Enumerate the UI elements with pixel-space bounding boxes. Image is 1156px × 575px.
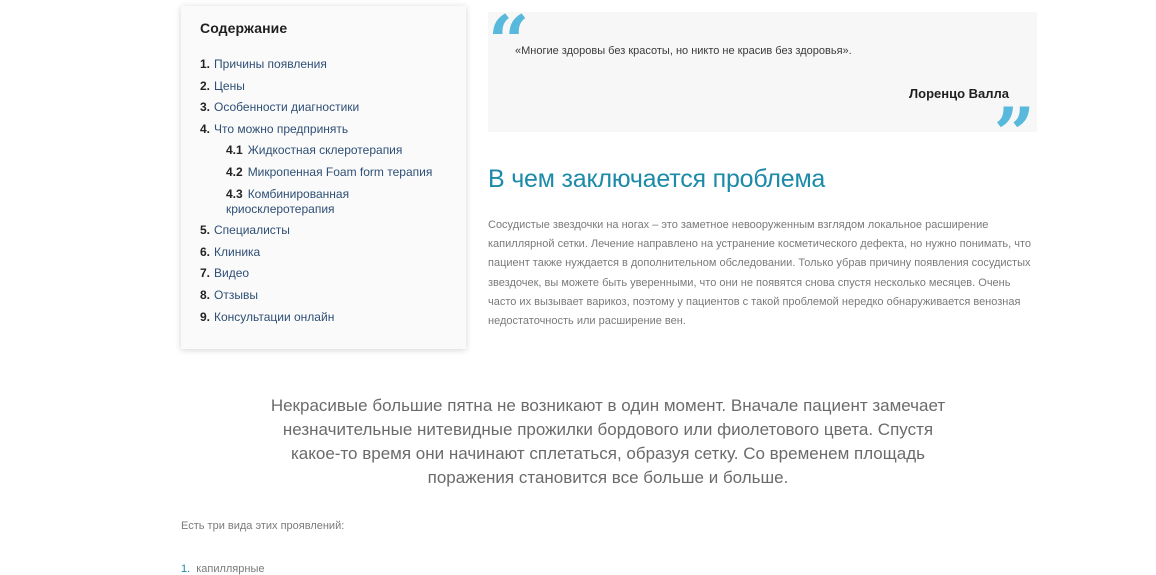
toc-item-number: 9. bbox=[200, 309, 211, 324]
toc-title: Содержание bbox=[200, 20, 288, 36]
toc-item-clinic bbox=[200, 245, 448, 260]
lead-paragraph: Некрасивые большие пятна не возникают в один момент. Вначале пациент замечает незначительные нитевидные прожилки бордового или фиолетового цвета. Спустя какое-то время они начинают сплетаться, образуя сетку. Со временем площадь поражения становится все больше и больше. bbox=[270, 396, 946, 487]
list-item bbox=[181, 563, 264, 575]
toc-link-causes[interactable]: Причины появления bbox=[214, 57, 327, 71]
toc-item-number: 8. bbox=[200, 287, 211, 302]
toc-link-foam-therapy[interactable]: Микропенная Foam form терапия bbox=[247, 164, 433, 179]
toc-item-foam-therapy bbox=[200, 165, 448, 180]
toc-item-specialists bbox=[200, 223, 448, 238]
list-intro: Есть три вида этих проявлений: bbox=[181, 520, 345, 532]
toc-item-treatment bbox=[200, 122, 448, 137]
toc-link-clinic[interactable]: Клиника bbox=[214, 244, 261, 259]
section-paragraph: Сосудистые звездочки на ногах – это заметное невооруженным взглядом локальное расширение капиллярной сетки. Лечение направлено на устранение косметического дефекта, но нужно понимать, что пациент также нуждается в дополнительном обследовании. Только убрав причину появления сосудистых звездочек, вы можете быть уверенными, что они не появятся снова спустя несколько месяцев. Очень часто их вызывает варикоз, поэтому у пациентов с такой проблемой нередко обнаруживается венозная недостаточность или расширение вен. bbox=[488, 219, 1032, 328]
close-quote-icon: ” bbox=[993, 91, 1035, 176]
toc-item-number: 7. bbox=[200, 266, 211, 281]
toc-link-reviews[interactable]: Отзывы bbox=[214, 287, 258, 302]
quote-author: Лоренцо Валла bbox=[909, 86, 1009, 101]
toc-link-cryosclerotherapy[interactable]: Комбинированная криосклеротерапия bbox=[226, 186, 350, 216]
toc-item-number: 3. bbox=[200, 100, 211, 115]
toc-item-number: 6. bbox=[200, 244, 211, 259]
toc-link-diagnostics[interactable]: Особенности диагностики bbox=[214, 100, 360, 115]
section-heading: В чем заключается проблема bbox=[488, 165, 826, 193]
toc-item-number: 1. bbox=[200, 57, 211, 71]
toc-list bbox=[200, 57, 448, 325]
list-item-label: капиллярные bbox=[196, 563, 265, 575]
toc-item-number: 2. bbox=[200, 78, 211, 93]
toc-link-liquid-sclerotherapy[interactable]: Жидкостная склеротерапия bbox=[247, 143, 403, 158]
toc-item-cryosclerotherapy bbox=[200, 187, 448, 217]
toc-link-video[interactable]: Видео bbox=[214, 266, 250, 281]
toc-item-liquid-sclerotherapy bbox=[200, 143, 448, 158]
toc-item-number: 4. bbox=[200, 121, 211, 136]
toc-link-treatment[interactable]: Что можно предпринять bbox=[214, 121, 349, 136]
toc-item-online-consultation bbox=[200, 310, 448, 325]
toc-item-causes bbox=[200, 57, 448, 72]
toc-item-number: 4.2 bbox=[226, 164, 243, 179]
toc-item-number: 5. bbox=[200, 223, 211, 238]
table-of-contents bbox=[181, 6, 466, 349]
toc-item-reviews bbox=[200, 288, 448, 303]
open-quote-icon: “ bbox=[488, 0, 530, 84]
toc-link-specialists[interactable]: Специалисты bbox=[214, 223, 290, 238]
toc-item-number: 4.3 bbox=[226, 186, 243, 201]
toc-item-diagnostics bbox=[200, 100, 448, 115]
toc-link-prices[interactable]: Цены bbox=[214, 78, 245, 93]
toc-item-number: 4.1 bbox=[226, 143, 243, 158]
toc-item-video bbox=[200, 266, 448, 281]
toc-link-online-consultation[interactable]: Консультации онлайн bbox=[214, 309, 335, 324]
quote-text: «Многие здоровы без красоты, но никто не красив без здоровья». bbox=[515, 45, 852, 57]
toc-item-prices bbox=[200, 79, 448, 94]
quote-block bbox=[488, 0, 1037, 176]
list-item-number: 1. bbox=[181, 563, 191, 575]
